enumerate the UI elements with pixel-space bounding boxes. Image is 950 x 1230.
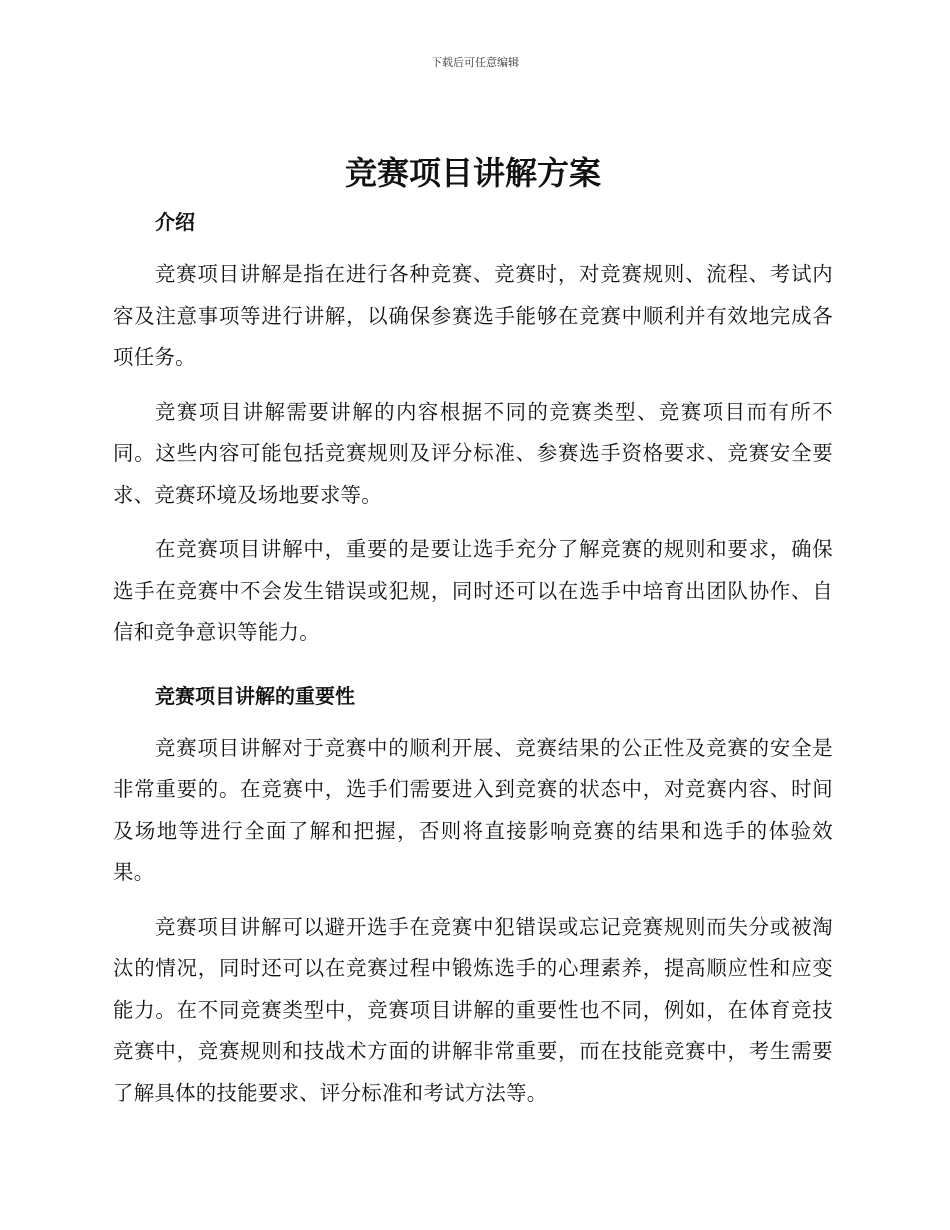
document-page <box>113 150 833 1114</box>
section-heading-importance: 竞赛项目讲解的重要性 <box>155 683 355 708</box>
header-note: 下载后可任意编辑 <box>431 56 519 69</box>
paragraph: 竞赛项目讲解对于竞赛中的顺利开展、竞赛结果的公正性及竞赛的安全是非常重要的。在竞赛中，选手们需要进入到竞赛的状态中，对竞赛内容、时间及场地等进行全面了解和把握，否则将直接影响竞赛的结果和选手的体验效果。 <box>113 735 833 884</box>
paragraph: 竞赛项目讲解可以避开选手在竞赛中犯错误或忘记竞赛规则而失分或被淘汰的情况，同时还可以在竞赛过程中锻炼选手的心理素养，提高顺应性和应变能力。在不同竞赛类型中，竞赛项目讲解的重要性也不同，例如，在体育竞技竞赛中，竞赛规则和技战术方面的讲解非常重要，而在技能竞赛中，考生需要了解具体的技能要求、评分标准和考试方法等。 <box>113 914 833 1105</box>
paragraph: 竞赛项目讲解是指在进行各种竞赛、竞赛时，对竞赛规则、流程、考试内容及注意事项等进行讲解，以确保参赛选手能够在竞赛中顺利并有效地完成各项任务。 <box>113 262 833 369</box>
section-heading-intro: 介绍 <box>155 210 195 234</box>
paragraph: 竞赛项目讲解需要讲解的内容根据不同的竞赛类型、竞赛项目而有所不同。这些内容可能包括竞赛规则及评分标准、参赛选手资格要求、竞赛安全要求、竞赛环境及场地要求等。 <box>113 399 833 507</box>
document-title: 竞赛项目讲解方案 <box>344 154 601 192</box>
paragraph: 在竞赛项目讲解中，重要的是要让选手充分了解竞赛的规则和要求，确保选手在竞赛中不会发生错误或犯规，同时还可以在选手中培育出团队协作、自信和竞争意识等能力。 <box>113 537 833 644</box>
